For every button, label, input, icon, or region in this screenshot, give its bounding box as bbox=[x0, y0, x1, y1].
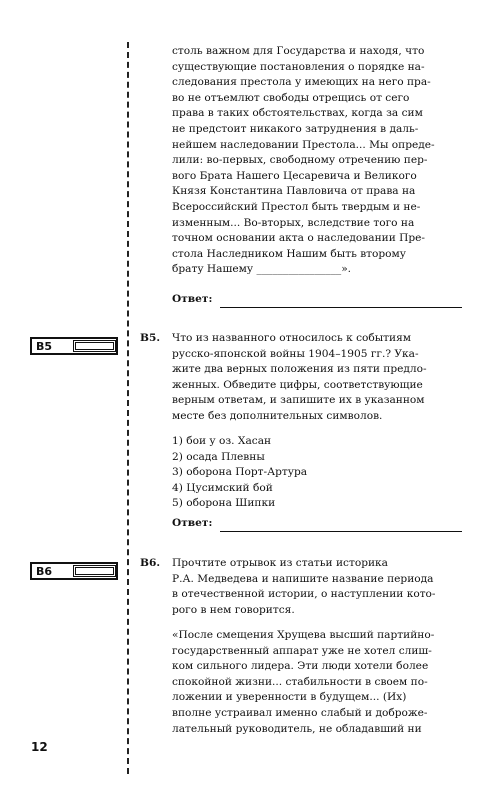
question-b5-text bbox=[172, 331, 462, 425]
text-line: стола Наследником Нашим быть второму bbox=[172, 247, 407, 260]
text-line: Что из названного относилось к событиям bbox=[172, 332, 412, 344]
badge-label: B5 bbox=[36, 339, 53, 353]
question-b5-options bbox=[172, 434, 462, 512]
text-line: «После смещения Хрущева высший партийно- bbox=[172, 629, 435, 641]
option-item[interactable]: 2) осада Плевны bbox=[172, 450, 265, 463]
answer-row bbox=[172, 516, 462, 532]
answer-input-line[interactable] bbox=[220, 296, 462, 308]
answer-badge-b6 bbox=[30, 562, 118, 580]
text-line: нейшем наследовании Престола... Мы опреде- bbox=[172, 138, 435, 151]
text-line: Всероссийский Престол быть твердым и не- bbox=[172, 200, 421, 213]
text-line: Князя Константина Павловича от права на bbox=[172, 185, 416, 198]
text-line: лательный руководитель, не обладавший ни bbox=[172, 722, 422, 735]
option-item[interactable]: 5) оборона Шипки bbox=[172, 497, 276, 510]
text-line: не предстоит никакого затруднения в даль- bbox=[172, 122, 419, 135]
question-b6-text bbox=[172, 556, 462, 618]
text-line: жите два верных положения из пяти предло- bbox=[172, 363, 427, 376]
text-line: верным ответам, и запишите их в указанном bbox=[172, 394, 425, 407]
text-line: столь важном для Государства и находя, что bbox=[172, 45, 425, 57]
option-item[interactable]: 1) бои у оз. Хасан bbox=[172, 435, 272, 447]
text-line: существующие постановления о порядке на- bbox=[172, 60, 425, 73]
text-line: ложении и уверенности в будущем... (Их) bbox=[172, 691, 407, 704]
badge-label: B6 bbox=[36, 564, 53, 578]
continuation-text bbox=[172, 44, 462, 278]
text-line: ком сильного лидера. Эти люди хотели более bbox=[172, 660, 429, 673]
text-line: брату Нашему ________________». bbox=[172, 263, 352, 276]
text-line: русско-японской войны 1904–1905 гг.? Ука- bbox=[172, 347, 419, 360]
text-line: спокойной жизни... стабильности в своем по- bbox=[172, 675, 428, 688]
text-line: следования престола у имеющих на него пра- bbox=[172, 76, 431, 89]
text-line: Р.А. Медведева и напишите название периода bbox=[172, 572, 434, 585]
text-line: изменным... Во-вторых, вследствие того на bbox=[172, 216, 415, 229]
text-line: во не отъемлют свободы отрещись от сего bbox=[172, 91, 410, 104]
answer-label: Ответ: bbox=[172, 293, 213, 305]
text-line: рого в нем говорится. bbox=[172, 603, 295, 616]
answer-badge-b5 bbox=[30, 337, 118, 355]
text-line: государственный аппарат уже не хотел слиш- bbox=[172, 644, 432, 657]
answer-input-line[interactable] bbox=[220, 520, 462, 532]
text-line: лили: во-первых, свободному отречению пер- bbox=[172, 154, 428, 167]
text-line: в отечественной истории, о наступлении кото- bbox=[172, 588, 436, 601]
text-line: вого Брата Нашего Цесаревича и Великого bbox=[172, 169, 417, 182]
question-number: B5. bbox=[140, 332, 161, 344]
margin-divider bbox=[127, 42, 129, 774]
text-line: вполне устраивал именно слабый и доброже- bbox=[172, 706, 428, 719]
text-line: месте без дополнительных символов. bbox=[172, 409, 383, 422]
text-line: Прочтите отрывок из статьи историка bbox=[172, 557, 388, 569]
answer-row bbox=[172, 292, 462, 308]
text-line: женных. Обведите цифры, соответствующие bbox=[172, 378, 423, 391]
option-item[interactable]: 3) оборона Порт-Артура bbox=[172, 466, 308, 479]
page-number: 12 bbox=[31, 740, 48, 754]
option-item[interactable]: 4) Цусимский бой bbox=[172, 481, 273, 494]
text-line: права в таких обстоятельствах, когда за сим bbox=[172, 107, 423, 120]
question-number: B6. bbox=[140, 557, 161, 569]
text-line: точном основании акта о наследовании Пре- bbox=[172, 232, 426, 245]
answer-box[interactable] bbox=[73, 340, 116, 352]
answer-box[interactable] bbox=[73, 565, 116, 577]
quote-text bbox=[172, 628, 462, 737]
answer-label: Ответ: bbox=[172, 517, 213, 529]
